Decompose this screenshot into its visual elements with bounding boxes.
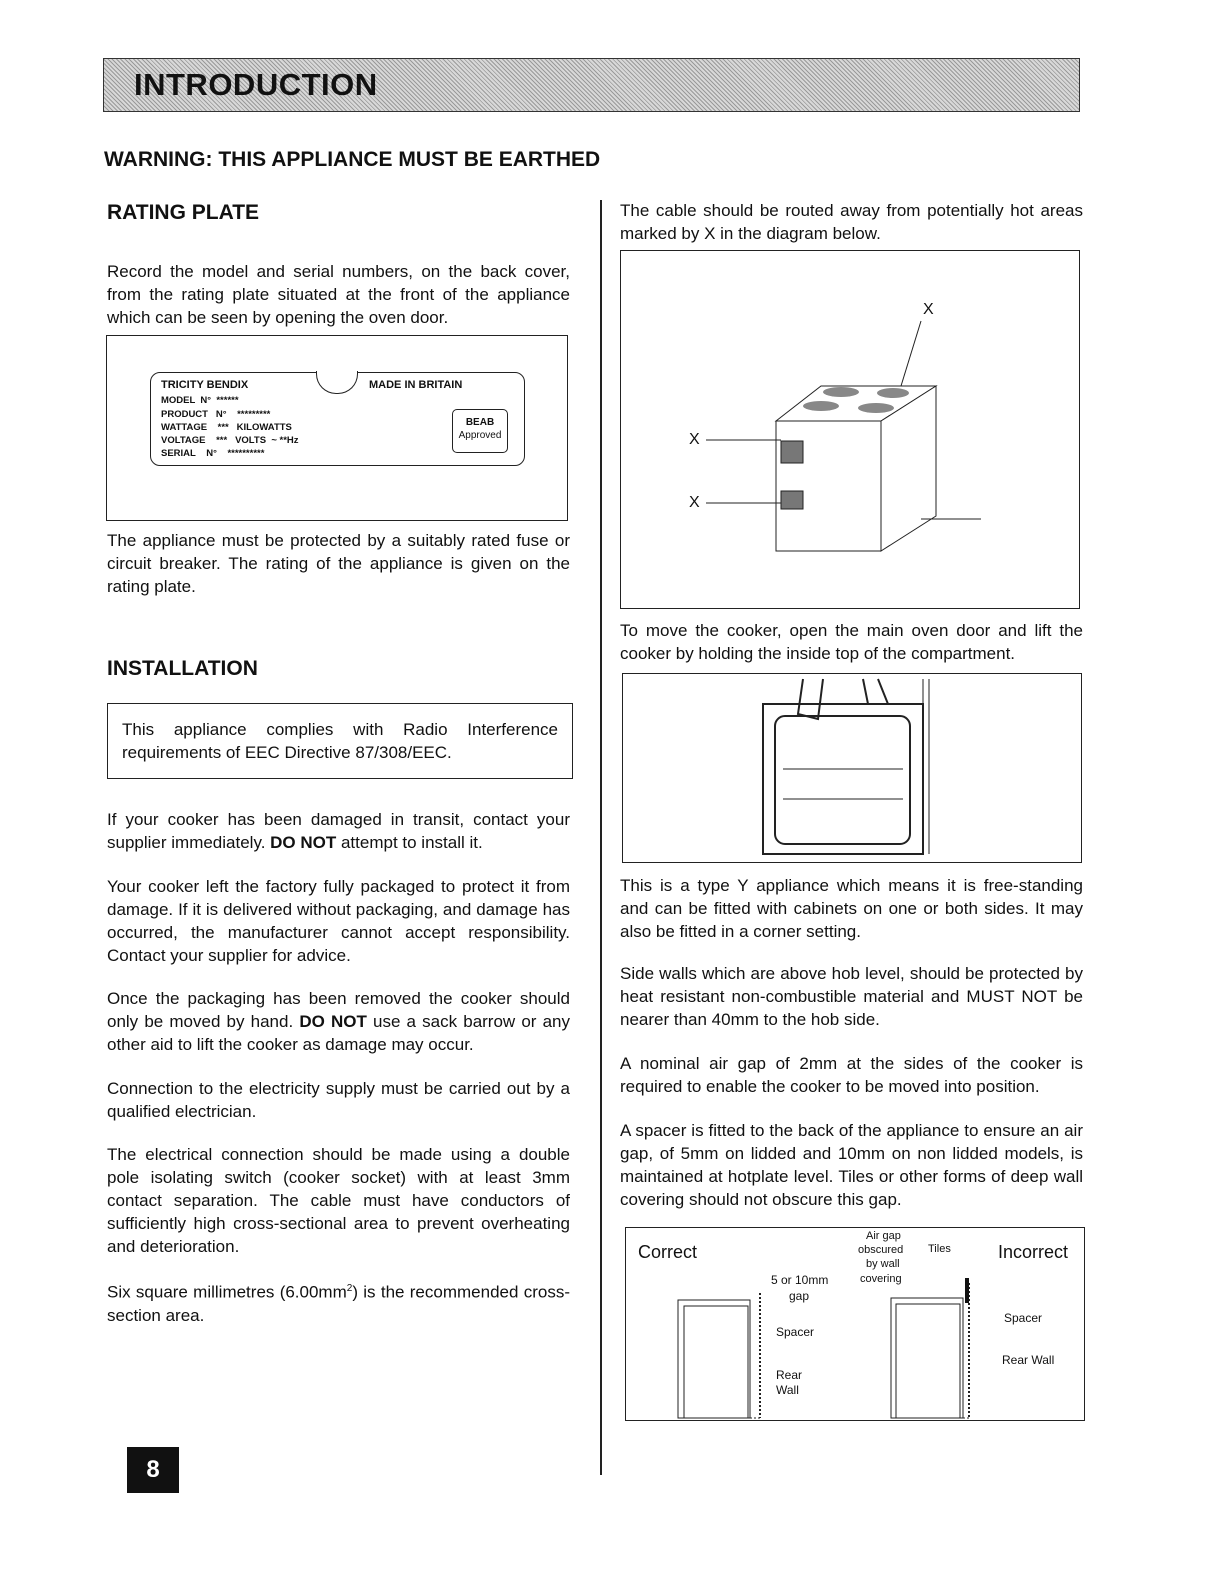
plate-product: PRODUCT N° ********* xyxy=(161,409,271,420)
lifting-diagram xyxy=(622,673,1082,863)
rear-label: Rear xyxy=(776,1368,803,1382)
spacer-label: Spacer xyxy=(776,1325,815,1339)
plate-notch xyxy=(316,371,358,394)
cross-section-paragraph: Six square millimetres $(6.00mm^2)$ is the recommended cross-section area. xyxy=(107,1282,571,1325)
section-title: INTRODUCTION xyxy=(134,67,378,102)
air-gap-diagram xyxy=(625,1227,1085,1421)
plate-voltage: VOLTAGE *** VOLTS ~ **Hz xyxy=(161,435,299,446)
column-divider xyxy=(600,200,602,1475)
airgap-label-4: covering xyxy=(860,1273,902,1285)
rating-plate xyxy=(150,372,525,466)
radio-interference-notice: This appliance complies with Radio Interference requirements of EEC Directive 87/308/EEC. xyxy=(107,703,573,779)
cable-routing-text: The cable should be routed away from potentially hot areas marked by X in the diagram below. xyxy=(620,201,1083,243)
plate-made-in: MADE IN BRITAIN xyxy=(369,379,463,391)
installation-heading: INSTALLATION xyxy=(107,657,258,680)
plate-model: MODEL N° ****** xyxy=(161,395,239,406)
page-number: 8 xyxy=(127,1447,179,1493)
approved-label: Approved xyxy=(458,430,502,441)
hot-areas-diagram xyxy=(620,250,1080,609)
beab-badge xyxy=(452,409,508,453)
hot-area-upper xyxy=(781,441,803,463)
moving-paragraph: Once the packaging has been removed the cooker should only be moved by hand. DO NOT use a sack barrow or any other aid to lift the cooker as damage may occur. xyxy=(107,989,571,1054)
gap-label-2: gap xyxy=(789,1289,810,1303)
correct-label: Correct xyxy=(638,1242,698,1262)
plate-brand: TRICITY BENDIX xyxy=(161,379,249,391)
hot-area-lower xyxy=(781,491,803,509)
x-mark-lower: X xyxy=(689,494,700,511)
tiles-label: Tiles xyxy=(928,1243,951,1255)
electrician-paragraph: Connection to the electricity supply must be carried out by a qualified electrician. xyxy=(107,1079,570,1121)
damage-paragraph: If your cooker has been damaged in transit, contact your supplier immediately. DO NOT attempt to install it. xyxy=(107,810,570,852)
rating-plate-intro: Record the model and serial numbers, on the back cover, from the rating plate situated at the front of the appliance which can be seen by opening the oven door. xyxy=(107,262,570,327)
x-mark-top: X xyxy=(923,301,934,318)
gap-label: 5 or 10mm xyxy=(771,1273,829,1287)
spacer-label-incorrect: Spacer xyxy=(1004,1311,1043,1325)
side-walls-paragraph: Side walls which are above hob level, should be protected by heat resistant non-combustible material and MUST NOT be nearer than 40mm to the hob side. xyxy=(620,964,1083,1029)
packaging-paragraph: Your cooker left the factory fully packaged to protect it from damage. If it is delivered without packaging, and damage has occurred, the manufacturer cannot accept responsibility. Contact your supplier for advice. xyxy=(107,877,570,965)
plate-serial: SERIAL N° ********** xyxy=(161,448,265,459)
airgap-label-3: by wall xyxy=(866,1258,900,1270)
x-mark-upper: X xyxy=(689,431,700,448)
airgap-label-2: obscured xyxy=(858,1244,904,1256)
rating-plate-heading: RATING PLATE xyxy=(107,201,260,224)
section-banner xyxy=(103,58,1080,112)
move-cooker-text: To move the cooker, open the main oven door and lift the cooker by holding the inside top of the compartment. xyxy=(620,621,1083,663)
beab-label: BEAB xyxy=(465,417,495,428)
plate-wattage: WATTAGE *** KILOWATTS xyxy=(161,422,292,433)
air-gap-paragraph: A nominal air gap of 2mm at the sides of the cooker is required to enable the cooker to be moved into position. xyxy=(620,1054,1083,1096)
cooker-illustration xyxy=(621,251,1079,608)
wall-label: Wall xyxy=(776,1383,799,1397)
rear-wall-label: Rear Wall xyxy=(1002,1353,1055,1367)
type-y-paragraph: This is a type Y appliance which means it is free-standing and can be fitted with cabinets on one or both sides. It may also be fitted in a corner setting. xyxy=(620,876,1083,941)
fuse-text: The appliance must be protected by a suitably rated fuse or circuit breaker. The rating of the appliance is given on the rating plate. xyxy=(107,531,570,596)
airgap-label-1: Air gap xyxy=(866,1230,901,1242)
spacer-paragraph: A spacer is fitted to the back of the appliance to ensure an air gap, of 5mm on lidded and 10mm on non lidded models, is maintained at hotplate level. Tiles or other forms of deep wall covering should not obscure this gap. xyxy=(620,1121,1083,1209)
earthing-warning: WARNING: THIS APPLIANCE MUST BE EARTHED xyxy=(104,148,601,171)
connection-paragraph: The electrical connection should be made using a double pole isolating switch (cooker socket) with at least 3mm contact separation. The cable must have conductors of sufficiently high cross-sectional area to prevent overheating and deterioration. xyxy=(107,1145,570,1256)
incorrect-label: Incorrect xyxy=(998,1242,1069,1262)
oven-lifting-illustration xyxy=(623,674,1081,862)
